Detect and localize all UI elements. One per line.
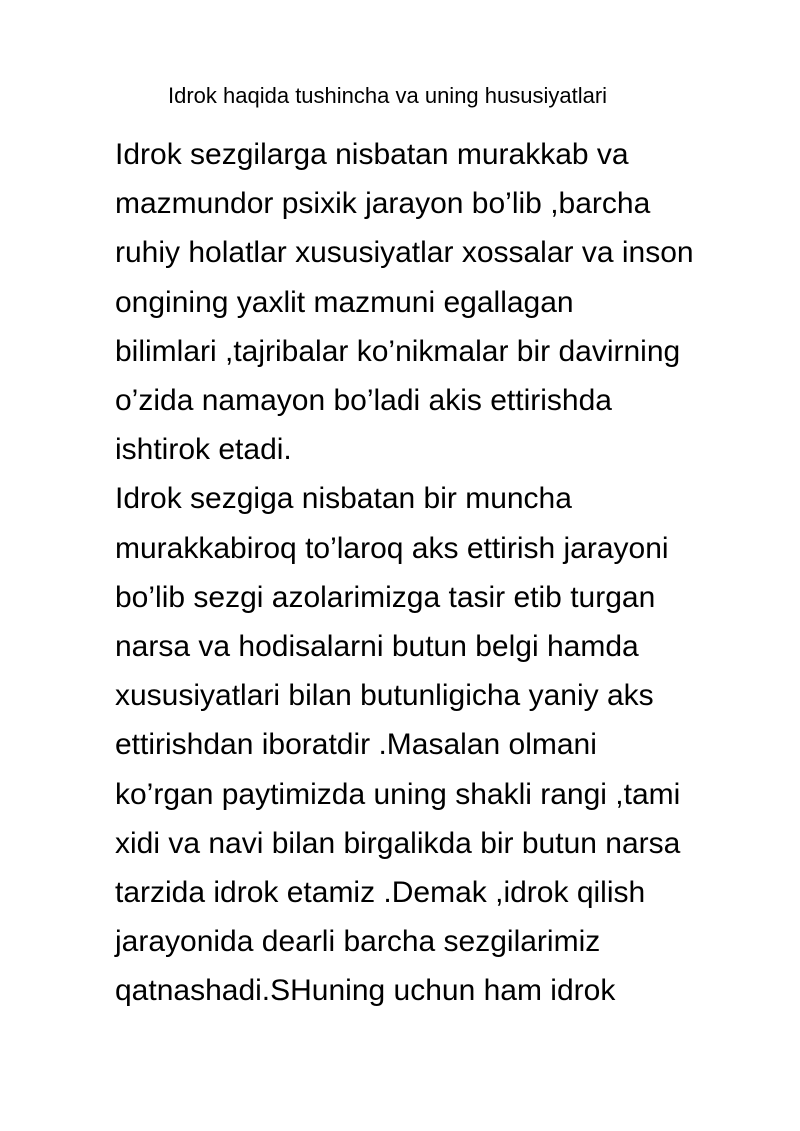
text-line: murakkabiroq to’laroq aks ettirish jarayoni: [115, 531, 669, 565]
text-line: xidi va navi bilan birgalikda bir butun narsa: [115, 826, 681, 860]
text-line: tarzida idrok etamiz .Demak ,idrok qilish: [115, 876, 646, 910]
text-line: jarayonida dearli barcha sezgilarimiz: [115, 925, 601, 959]
text-line: o’zida namayon bo’ladi akis ettirishda: [115, 384, 612, 418]
text-line: ishtirok etadi.: [115, 433, 292, 467]
text-line: ko’rgan paytimizda uning shakli rangi ,tami: [115, 777, 681, 811]
text-line: narsa va hodisalarni butun belgi hamda: [115, 630, 639, 664]
text-line: mazmundor psixik jarayon bo’lib ,barcha: [115, 187, 651, 221]
text-line: bo’lib sezgi azolarimizga tasir etib turgan: [115, 580, 656, 614]
text-line: Idrok sezgiga nisbatan bir muncha: [115, 482, 572, 516]
text-line: xususiyatlari bilan butunligicha yaniy aks: [115, 679, 654, 713]
text-line: bilimlari ,tajribalar ko’nikmalar bir davirning: [115, 334, 681, 368]
text-line: ongining yaxlit mazmuni egallagan: [115, 285, 574, 319]
text-line: qatnashadi.SHuning uchun ham idrok: [115, 974, 616, 1008]
body-text: [115, 130, 755, 1016]
text-line: ettirishdan iboratdir .Masalan olmani: [115, 728, 597, 762]
document-title: Idrok haqida tushincha va uning hususiyatlari: [168, 83, 608, 108]
text-line: Idrok sezgilarga nisbatan murakkab va: [115, 138, 629, 171]
text-line: ruhiy holatlar xususiyatlar xossalar va inson: [115, 236, 694, 270]
